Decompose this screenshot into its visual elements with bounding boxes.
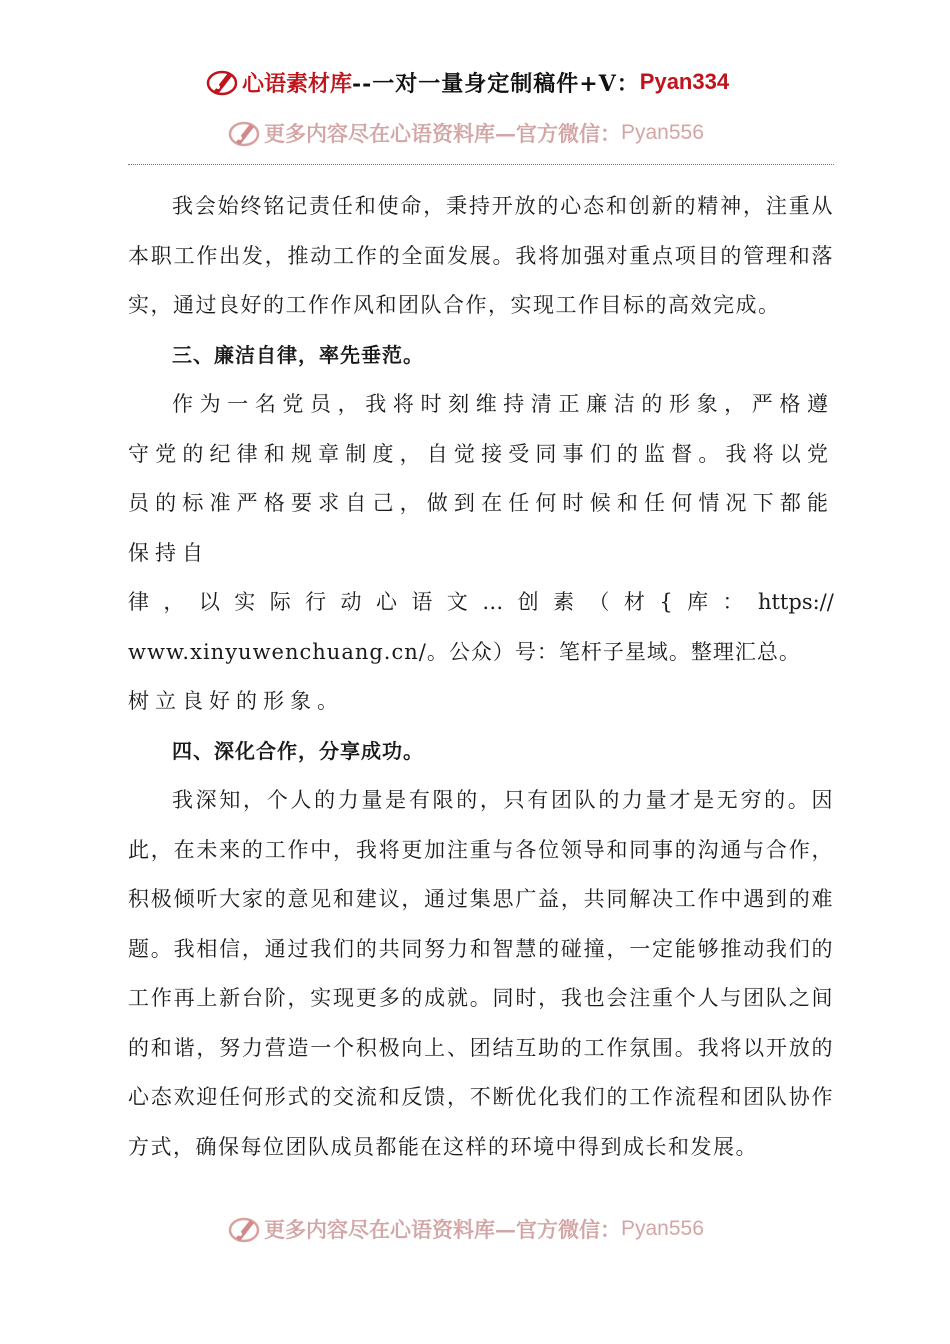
- watermark-char: 实: [234, 590, 256, 614]
- brand-name: 心语素材库: [242, 70, 353, 97]
- pen-logo-icon: [228, 1214, 262, 1244]
- watermark-char: 库: [687, 590, 709, 614]
- watermark-char: 行: [305, 590, 327, 614]
- header-divider: [128, 164, 834, 165]
- section-heading: 四、深化合作，分享成功。: [172, 738, 424, 763]
- header-wechat-id: Pyan334: [639, 69, 730, 94]
- watermark-char: 材: [623, 590, 645, 614]
- banner-text: 更多内容尽在心语资料库—官方微信：: [264, 121, 621, 146]
- paragraph: 我深知，个人的力量是有限的，只有团队的力量才是无穷的。因此，在未来的工作中，我将更加注重与各位领导和同事的沟通与合作，积极倾听大家的意见和建议，通过集思广益，共同解决工作中遇到的难题。我相信，通过我们的共同努力和智慧的碰撞，一定能够推动我们的工作再上新台阶，实现更多的成就。同时，我也会注重个人与团队之间的和谐，努力营造一个积极向上、团结互助的工作氛围。我将以开放的心态欢迎任何形式的交流和反馈，不断优化我们的工作流程和团队协作方式，确保每位团队成员都能在这样的环境中得到成长和发展。: [128, 788, 834, 1159]
- section-heading: 三、廉洁自律，率先垂范。: [172, 342, 424, 367]
- pen-logo-icon: [206, 67, 240, 97]
- document-body: [128, 182, 834, 1172]
- watermark-char: {: [659, 590, 673, 614]
- watermark-char: 文: [446, 590, 468, 614]
- watermark-char: 创: [517, 590, 539, 614]
- watermark-char: 际: [269, 590, 291, 614]
- watermark-char: …: [482, 590, 504, 614]
- paragraph: 作为一名党员，我将时刻维持清正廉洁的形象，严格遵守党的纪律和规章制度，自觉接受同事们的监督。我将以党员的标准严格要求自己，做到在任何时候和任何情况下都能保持自: [128, 392, 834, 565]
- watermark-char: https://: [757, 590, 834, 614]
- watermark-char: ，: [163, 590, 185, 614]
- watermark-char: 素: [553, 590, 575, 614]
- header-slogan: --一对一量身定制稿件+V：: [352, 70, 640, 97]
- watermark-char: ：: [722, 590, 744, 614]
- paragraph: 我会始终铭记责任和使命，秉持开放的心态和创新的精神，注重从本职工作出发，推动工作的全面发展。我将加强对重点项目的管理和落实，通过良好的工作作风和团队合作，实现工作目标的高效完成。: [128, 194, 834, 317]
- paragraph-url-line: www.xinyuwenchuang.cn/。公众）号：笔杆子星域。整理汇总。: [128, 639, 801, 664]
- watermark-char: 以: [198, 590, 220, 614]
- watermark-char: 心: [375, 590, 397, 614]
- watermark-char: 语: [411, 590, 433, 614]
- banner-wechat-id: Pyan556: [621, 121, 704, 144]
- watermark-char: （: [588, 590, 610, 614]
- paragraph-end: 树立良好的形象。: [128, 689, 344, 713]
- watermark-line: [128, 578, 834, 628]
- watermark-char: 动: [340, 590, 362, 614]
- top-banner: [228, 116, 704, 150]
- header-title: [206, 66, 729, 98]
- bottom-banner: [228, 1212, 704, 1246]
- banner-wechat-id: Pyan556: [621, 1217, 704, 1240]
- banner-text: 更多内容尽在心语资料库—官方微信：: [264, 1217, 621, 1242]
- watermark-char: 律: [128, 590, 149, 614]
- pen-logo-icon: [228, 118, 262, 148]
